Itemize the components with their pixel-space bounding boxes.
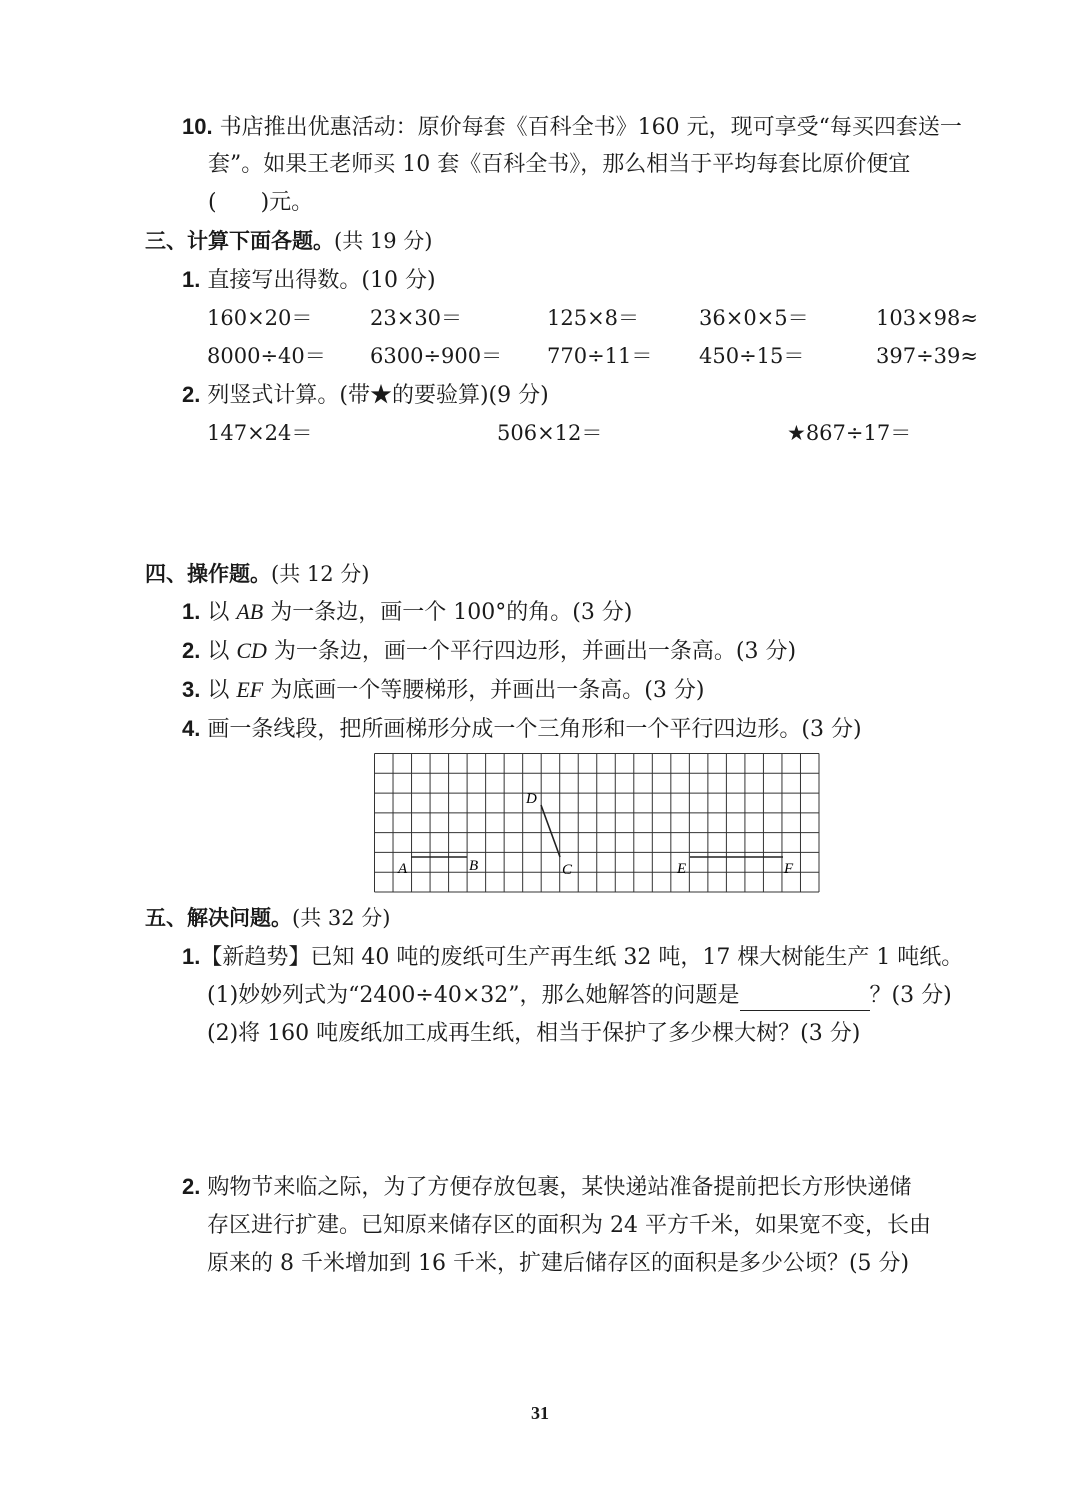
sec3-q1 [182,265,436,296]
sec4-item-number: 3. [182,677,201,702]
sec3-q2-text: 列竖式计算。(带★的要验算) [207,383,489,408]
sec4-item-points: (3 分) [644,678,705,703]
calc-expression: 103×98≈ [876,306,978,330]
calc-expression: 6300÷900＝ [370,344,503,368]
sec4-item-var: AB [236,599,264,624]
q10-text-1: 书店推出优惠活动：原价每套《百科全书》160 元，现可享受“每买四套送一 [219,115,962,140]
section5-points: (共 32 分) [292,906,391,930]
sec5-q1-sub1-points: (3 分) [891,983,952,1008]
point-label-a: A [398,861,408,877]
sec5-q1 [182,942,963,973]
section4-points: (共 12 分) [271,562,370,586]
vertical-calc-expression: 506×12＝ [497,421,603,445]
sec3-q2-points: (9 分) [488,383,549,408]
calc-expression: 770÷11＝ [547,344,653,368]
point-label-c: C [562,862,573,878]
section5-title: 五、解决问题。 [145,906,292,930]
sec4-item [182,597,632,628]
q10-line1 [182,112,962,143]
sec5-q2-text-3: 原来的 8 千米增加到 16 千米，扩建后储存区的面积是多少公顷？ [207,1251,849,1276]
sec4-item-pre: 以 [207,600,237,625]
sec3-q1-number: 1. [182,267,201,292]
calc-expression: 36×0×5＝ [699,306,809,330]
calc-expression: 397÷39≈ [876,344,978,368]
sec3-q1-points: (10 分) [361,268,436,293]
sec3-q1-text: 直接写出得数。 [207,268,362,293]
sec4-item-text: 为一条边，画一个 100°的角。 [263,600,573,625]
q10-number: 10. [182,114,213,139]
sec4-item-number: 2. [182,638,201,663]
calc-expression: 8000÷40＝ [207,344,326,368]
calc-expression: 450÷15＝ [699,344,805,368]
section3-points: (共 19 分) [334,229,433,253]
q10-answer-blank: ( )元。 [208,190,314,215]
sec4-item-number: 1. [182,599,201,624]
point-label-e: E [677,861,687,877]
sec5-q2-points: (5 分) [848,1251,910,1276]
sec5-q1-sub1-mark: ？ [869,983,892,1008]
sec4-item-pre: 以 [207,678,237,703]
section4-title: 四、操作题。 [145,562,271,586]
sec4-item-points: (3 分) [801,717,862,742]
section3-title: 三、计算下面各题。 [145,229,334,253]
section4-heading [145,559,369,589]
sec5-q1-sub2 [207,1019,860,1049]
sec4-item-text: 为一条边，画一个平行四边形，并画出一条高。 [266,639,736,664]
sec5-q2-number: 2. [182,1174,201,1199]
sec5-q1-sub2-text: (2)将 160 吨废纸加工成再生纸，相当于保护了多少棵大树？ [207,1021,801,1046]
trend-tag: 【新趋势】 [200,945,311,970]
point-label-d: D [526,791,537,807]
sec4-item-number: 4. [182,716,201,741]
grid-lines [375,754,820,893]
calc-expression: 125×8＝ [547,306,640,330]
sec5-q1-sub2-points: (3 分) [800,1021,861,1046]
answer-blank-line[interactable] [740,988,870,1011]
sec4-item-text: 为底画一个等腰梯形，并画出一条高。 [263,678,645,703]
sec5-q1-sub1-text: (1)妙妙列式为“2400÷40×32”，那么她解答的问题是 [207,983,740,1008]
sec5-q2-text-1: 购物节来临之际，为了方便存放包裹，某快递站准备提前把长方形快递储 [207,1175,912,1200]
grid-svg [374,753,820,893]
sec5-q1-number: 1. [182,944,201,969]
sec5-q1-text: 已知 40 吨的废纸可生产再生纸 32 吨，17 棵大树能生产 1 吨纸。 [310,945,964,970]
calc-expression: 160×20＝ [207,306,313,330]
point-label-b: B [469,858,479,874]
sec4-item [182,636,796,667]
sec4-item-var: EF [236,677,264,702]
sec4-item-text: 画一条线段，把所画梯形分成一个三角形和一个平行四边形。 [207,717,802,742]
section3-heading [145,226,432,256]
sec4-item-var: CD [236,638,267,663]
sec5-q2-line2: 存区进行扩建。已知原来储存区的面积为 24 平方千米，如果宽不变，长由 [207,1213,931,1238]
sec4-item-points: (3 分) [735,639,797,664]
sec4-item [182,714,862,745]
sec4-item-points: (3 分) [572,600,633,625]
sec5-q2-line3 [207,1249,909,1279]
sec5-q2-line1 [182,1172,911,1203]
vertical-calc-expression: 147×24＝ [207,421,313,445]
sec3-q2-number: 2. [182,382,201,407]
point-label-f: F [784,861,794,877]
q10-line2: 套”。如果王老师买 10 套《百科全书》，那么相当于平均每套比原价便宜 [208,152,911,177]
page-number: 31 [531,1403,549,1423]
vertical-calc-expression: ★867÷17＝ [787,421,912,445]
section5-heading [145,903,390,933]
calc-expression: 23×30＝ [370,306,463,330]
square-grid-diagram [374,753,820,893]
sec4-item [182,675,704,706]
sec5-q1-sub1 [207,981,952,1011]
sec4-item-pre: 以 [207,639,237,664]
sec3-q2 [182,380,549,411]
